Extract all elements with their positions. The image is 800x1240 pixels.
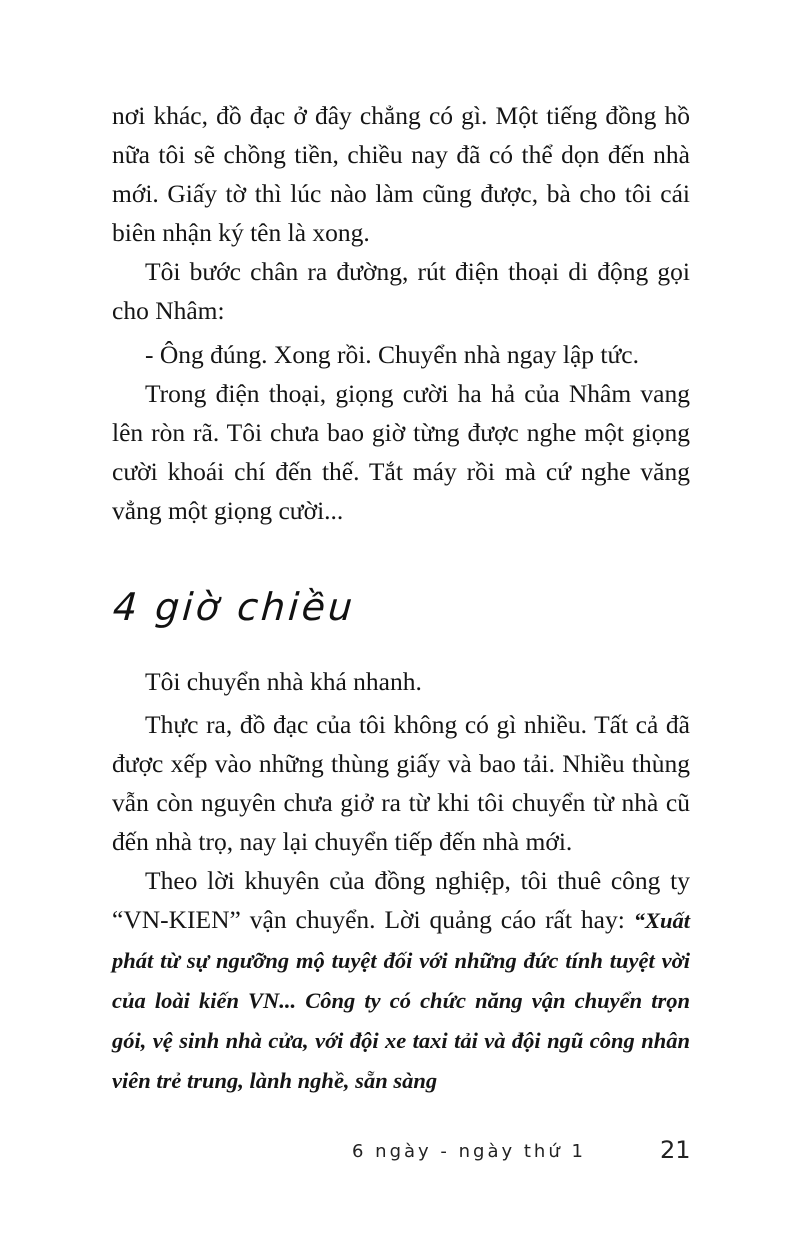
paragraph-3-dialogue: - Ông đúng. Xong rồi. Chuyển nhà ngay lập tức. <box>145 340 639 369</box>
page-number: 21 <box>660 1136 691 1164</box>
advertisement-quote: “Xuất phát từ sự ngưỡng mộ tuyệt đối với những đức tính tuyệt vời của loài kiến VN... Công ty có chức năng vận chuyển trọn gói, vệ sinh nhà cửa, với đội xe taxi tải và đội ngũ công nhân viên trẻ trung, lành nghề, sẵn sàng <box>112 908 690 1093</box>
paragraph-7-text: Theo lời khuyên của đồng nghiệp, tôi thuê công ty “VN-KIEN” vận chuyển. Lời quảng cáo rất hay: <box>112 866 690 934</box>
paragraph-1: nơi khác, đồ đạc ở đây chẳng có gì. Một tiếng đồng hồ nữa tôi sẽ chồng tiền, chiều nay đã có thể dọn đến nhà mới. Giấy tờ thì lúc nào làm cũng được, bà cho tôi cái biên nhận ký tên là xong. <box>112 101 690 247</box>
paragraph-7 <box>112 861 690 1100</box>
running-footer-title: 6 ngày - ngày thứ 1 <box>352 1141 586 1162</box>
section-heading: 4 giờ chiều <box>111 585 357 629</box>
paragraph-2: Tôi bước chân ra đường, rút điện thoại di động gọi cho Nhâm: <box>112 257 690 325</box>
paragraph-5: Tôi chuyển nhà khá nhanh. <box>145 667 422 696</box>
paragraph-4: Trong điện thoại, giọng cười ha hả của Nhâm vang lên ròn rã. Tôi chưa bao giờ từng được nghe một giọng cười khoái chí đến thế. Tắt máy rồi mà cứ nghe văng vẳng một giọng cười... <box>112 379 690 525</box>
paragraph-6: Thực ra, đồ đạc của tôi không có gì nhiều. Tất cả đã được xếp vào những thùng giấy và bao tải. Nhiều thùng vẫn còn nguyên chưa giở ra từ khi tôi chuyển từ nhà cũ đến nhà trọ, nay lại chuyển tiếp đến nhà mới. <box>112 710 690 856</box>
